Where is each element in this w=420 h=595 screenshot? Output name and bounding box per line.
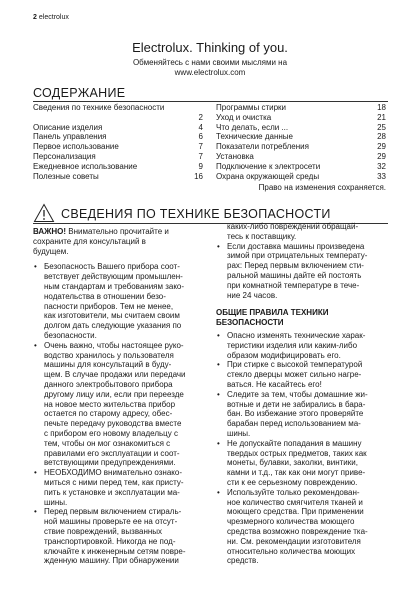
bullet-line: ни. См. рекомендации изготовителя [227,536,361,546]
bullet-line: чрезмерного количества моющего [227,517,355,527]
contents-left-column [33,103,203,181]
important-text: будущем. [33,246,69,256]
contents-entry-page: 18 [377,103,386,112]
bullet-line: ветствующими предупреждениями. [44,458,176,468]
safety-bullet-list [33,262,205,566]
bullet-line: остается по старому адресу, обес- [44,409,173,419]
contents-entry-page: 21 [377,112,386,122]
bullet-line: нодательства в отношении безо- [44,291,166,301]
slogan: Electrolux. Thinking of you. [132,40,288,55]
bullet-line: • Опасно изменять технические харак- [227,330,366,340]
contents-entry-page: 9 [198,161,203,171]
bullet-line: машины для консультаций в буду- [44,360,172,370]
contents-rule [33,101,388,102]
contents-entry [33,152,203,162]
bullet-line: средства возможно повреждение тка- [227,526,368,536]
bullet-line: долгом дать следующие указания по [44,321,182,331]
contents-entry [216,132,386,142]
contents-entry [216,142,386,152]
contents-entry [33,113,203,123]
contents-entry-page: 4 [198,122,203,132]
bullet-line: с прибором его новому владельцу с [44,428,178,438]
bullet-line: • Используйте только рекомендован- [227,487,360,497]
bullet-line: ствие повреждений, вызванных [44,526,163,536]
contents-entry [33,123,203,133]
bullet-line: правилами его эксплуатации и соот- [44,448,180,458]
bullet-line: данного электробытового прибора [44,379,173,389]
bullet-line: другому лицу или, если при переезде [44,389,184,399]
general-rules-list [216,331,388,566]
bullet-line: моющего средства. При применении [227,507,364,517]
bullet-line: вотные и дети не забирались в бара- [227,399,366,409]
bullet-line: средств. [227,556,259,566]
contents-entry-label: Программы стирки [216,103,286,112]
safety-bullet-list [216,242,388,301]
bullet-line: ным стандартам и требованиям зако- [44,281,185,291]
contents-entry [216,162,386,172]
bullet-line: • Следите за тем, чтобы домашние жи- [227,389,368,399]
contents-right-column [216,103,386,181]
bullet-line: ключайте к инженерным сетям повре- [44,546,186,556]
contents-entry-page: 29 [377,142,386,152]
contents-entry-page: 7 [198,151,203,161]
bullet-line: шины. [44,497,68,507]
contents-entry-page: 2 [198,112,203,122]
safety-bullet [33,262,205,340]
contents-entry-page: 25 [377,122,386,132]
general-rules-title-line: ОБЩИЕ ПРАВИЛА ТЕХНИКИ [216,308,329,318]
contents-entry-label: Персонализация [33,151,96,161]
safety-bullet [216,439,388,488]
running-header [33,14,69,21]
contents-entry-label: Технические данные [216,132,294,142]
bullet-line: как изготовители, мы считаем своим [44,311,180,321]
bullet-line: твердых острых предметов, таких как [227,448,367,458]
share-text [0,58,420,78]
page-number: 2 [33,14,37,21]
contents-entry-page [189,103,203,113]
bullet-line: рах: Перед первым включением сти- [227,261,364,271]
safety-bullet [33,468,205,507]
bullet-line: безопасности. [44,330,97,340]
contents-entry [33,103,203,113]
bullet-line: • Не допускайте попадания в машину [227,438,362,448]
bullet-line: • При стирке с высокой температурой [227,360,363,370]
important-text: Внимательно прочитайте и [66,227,169,236]
safety-bullet [216,390,388,439]
contents-entry-page: 16 [194,171,203,181]
bullet-line: относительно количества моющих [227,546,356,556]
bullet-line: водство хранилось у пользователя [44,350,174,360]
bullet-line: теристики изделия или каким-либо [227,340,358,350]
safety-bullet [33,341,205,468]
contents-entry-label: Описание изделия [33,122,103,132]
bullet-line: ваться. Не касайтесь его! [227,379,322,389]
contents-entry-label: Установка [216,151,254,161]
bullet-line: • Очень важно, чтобы настоящее руко- [44,340,184,350]
safety-title: СВЕДЕНИЯ ПО ТЕХНИКЕ БЕЗОПАСНОСТИ [61,207,331,221]
contents-title: СОДЕРЖАНИЕ [33,86,126,100]
bullet-line: • НЕОБХОДИМО внимательно ознако- [44,468,182,478]
bullet-line: шины. [227,428,251,438]
safety-right-column [216,222,388,566]
bullet-line: монеты, булавки, заколки, винтики, [227,458,358,468]
contents-entry-label: Панель управления [33,132,107,142]
safety-bullet [216,360,388,389]
bullet-line: пасности приборов. Тем не менее, [44,301,174,311]
contents-entry [33,162,203,172]
bullet-line: ветствует действующим промышлен- [44,272,183,282]
contents-entry [216,113,386,123]
bullet-line: • Перед первым включением стираль- [44,507,182,517]
contents-entry-label: Полезные советы [33,171,99,181]
continued-text [216,222,388,242]
contents-entry-label: Подключение к электросети [216,161,321,171]
contents-entry [216,103,386,113]
contents-note: Право на изменения сохраняется. [258,183,386,192]
general-rules-title-line: БЕЗОПАСНОСТИ [216,318,284,328]
contents-entry-label: Первое использование [33,142,119,152]
contents-entry-page: 7 [198,142,203,152]
bullet-line: бан. Во избежание этого проверяйте [227,409,364,419]
bullet-line: ное количество смягчителя тканей и [227,497,363,507]
contents-entry-page: 32 [377,161,386,171]
bullet-line: зимой при отрицательных температу- [227,251,368,261]
important-text: сохраните для консультаций в [33,236,146,246]
contents-entry-label: Что делать, если ... [216,122,289,132]
bullet-line: миться с ними перед тем, как присту- [44,477,184,487]
contents-entry-page: 28 [377,132,386,142]
contents-entry [216,123,386,133]
contents-entry [216,172,386,182]
bullet-line: на новое место жительства прибор [44,399,176,409]
contents-entry-label: Показатели потребления [216,142,309,152]
contents-entry [33,172,203,182]
bullet-line: печьте передачу руководства вместе [44,419,182,429]
bullet-line: • Безопасность Вашего прибора соот- [44,262,180,272]
bullet-line: при комнатной температуре в тече- [227,280,360,290]
safety-bullet [33,507,205,566]
safety-bullet [216,488,388,566]
bullet-line: стекло дверцы может сильно нагре- [227,370,362,380]
continued-line: тесь к поставщику. [227,231,297,241]
bullet-line: ральной машины дайте ей постоять [227,270,362,280]
important-note [33,227,205,256]
contents-entry [216,152,386,162]
bullet-line: сти к ее серьезному повреждению. [227,477,358,487]
safety-bullet [216,242,388,301]
bullet-line: образом модифицировать его. [227,350,341,360]
safety-left-column [33,227,205,566]
warning-icon [33,203,55,223]
safety-bullet [216,331,388,360]
running-header-brand: electrolux [38,14,69,21]
bullet-line: • Если доставка машины произведена [227,241,365,251]
bullet-line: барабан перед использованием ма- [227,419,361,429]
contents-entry-label: Ежедневное использование [33,161,138,171]
bullet-line: щем. В случае продажи или передачи [44,370,186,380]
contents-entry-label: Охрана окружающей среды [216,171,320,181]
bullet-line: тем, чтобы он мог ознакомиться с [44,438,171,448]
bullet-line: камни и т.д., так как они могут приве- [227,468,366,478]
share-line: Обменяйтесь с нами своими мыслями на [132,58,288,67]
general-rules-title [216,308,388,328]
important-label: ВАЖНО! [33,227,67,236]
contents-entry-label: Сведения по технике безопасности [33,103,165,112]
contents-entry [33,142,203,152]
bullet-line: пить к установке и эксплуатации ма- [44,487,180,497]
contents-entry-page: 33 [377,171,386,181]
bullet-line: ной машины проверьте ее на отсут- [44,517,178,527]
contents-entry-page: 6 [198,132,203,142]
bullet-line: жденную машину. При обнаружении [44,556,179,566]
website-link[interactable]: www.electrolux.com [174,68,246,77]
contents-entry-page: 29 [377,151,386,161]
contents-entry-label: Уход и очистка [216,112,272,122]
continued-line: каких-либо повреждений обращай- [227,222,359,231]
bullet-line: ние 24 часов. [227,290,278,300]
bullet-line: транспортировкой. Никогда не под- [44,536,176,546]
contents-entry [33,132,203,142]
